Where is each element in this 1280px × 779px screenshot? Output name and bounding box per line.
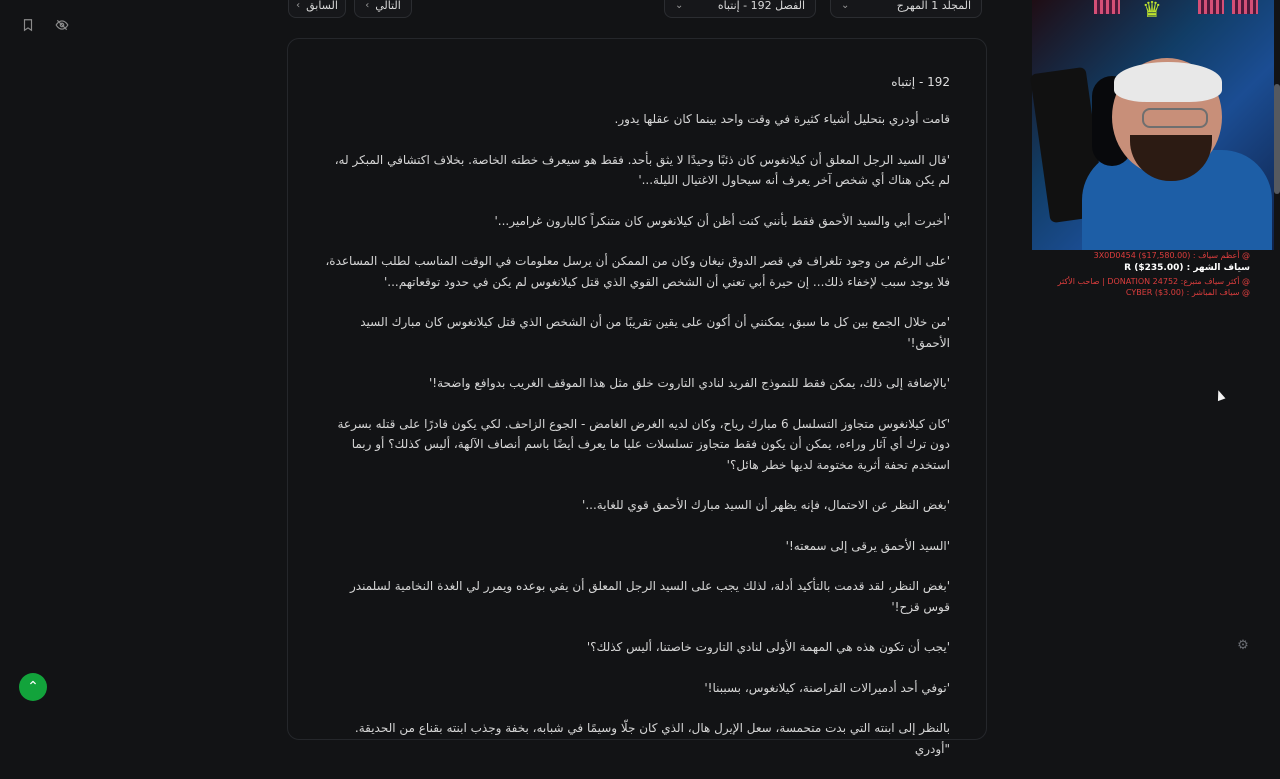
chapter-content <box>324 75 950 779</box>
decor-strip <box>1232 0 1258 14</box>
mouse-cursor-icon <box>1215 389 1226 401</box>
bookmark-button[interactable] <box>15 12 41 38</box>
paragraph: 'بغض النظر عن الاحتمال، فإنه يظهر أن السيد مبارك الأحمق قوي للغاية...' <box>582 498 950 512</box>
chevron-left-icon: ‹ <box>296 0 301 11</box>
chapter-navigation <box>288 0 988 20</box>
crown-logo-icon: ♛ <box>1142 0 1162 23</box>
paragraph: 'بغض النظر، لقد قدمت بالتأكيد أدلة، لذلك يجب على السيد الرجل المعلق أن يفي بوعده ويمرر لي الغدة النخامية لسلمندر قوس قزح!' <box>349 579 950 614</box>
volume-select-value: المجلد 1 المهرج <box>896 0 971 12</box>
eye-off-icon <box>55 18 69 32</box>
paragraph: قامت أودري بتحليل أشياء كثيرة في وقت واحد بينما كان عقلها يدور. <box>614 112 950 126</box>
previous-chapter-button[interactable] <box>288 0 346 18</box>
next-chapter-button[interactable] <box>354 0 412 18</box>
hide-button[interactable] <box>49 12 75 38</box>
month-supporter-line: سياف الشهر : R ($235.00) <box>1124 263 1250 273</box>
overlay-line: @ سياف المباشر : CYBER ($3.00) <box>1125 288 1250 297</box>
chevron-up-icon: ⌃ <box>27 679 39 695</box>
paragraph: بالنظر إلى ابنته التي بدت متحمسة، سعل الإيرل هال، الذي كان جلّا وسيمًا في شبابه، بخفة وجذب ابنته بقناع من الحديقة. "أودري <box>354 721 950 756</box>
chevron-down-icon: ⌄ <box>675 0 684 11</box>
bookmark-icon <box>21 18 35 32</box>
paragraph: 'قال السيد الرجل المعلق أن كيلانغوس كان ذئبًا وحيدًا لا يثق بأحد. فقط هو سيعرف خطته الخاصة. بخلاف اكتشافي المبكر له، لم يكن هناك أي شخص آخر يعرف أنه سيحاول الاغتيال الليلة...' <box>334 152 950 187</box>
paragraph: 'السيد الأحمق يرقى إلى سمعته!' <box>785 538 950 553</box>
paragraph: 'توفي أحد أدميرالات القراصنة، كيلانغوس، بسببنا!' <box>704 680 950 695</box>
decor-strip <box>1094 0 1120 14</box>
page-scrollbar[interactable] <box>1274 84 1280 194</box>
stream-overlay <box>1058 250 1250 298</box>
paragraph: 'من خلال الجمع بين كل ما سبق، يمكنني أن أكون على يقين تقريبًا من أن الشخص الذي قتل كيلانغوس كان مبارك السيد الأحمق!' <box>360 315 950 350</box>
chapter-title: 192 - إنتباه <box>891 75 950 89</box>
top-donor-line: @ أعظم سياف : 3X0D0454 ($17,580.00) <box>1093 251 1250 260</box>
decor-strip <box>1198 0 1224 14</box>
paragraph: 'كان كيلانغوس متجاوز التسلسل 6 مبارك رياح، وكان لديه الغرض الغامض - الجوع الزاحف. لكي يكون قادرًا على قتله بسرعة دون ترك أي آثار وراءه، يمكن أن يكون فقط متجاوز تسلسلات عليا ما يعرف أيضًا باسم أنصاف الآلهة، أليس كذلك؟ أو ربما استخدم تحفة أثرية مختومة لديها خطر هائل؟' <box>337 416 950 472</box>
next-label: التالي <box>375 0 401 12</box>
paragraph: 'أخبرت أبي والسيد الأحمق فقط بأنني كنت أظن أن كيلانغوس كان متنكراً كالبارون غرامير...' <box>494 213 950 228</box>
glasses-shape <box>1142 108 1208 128</box>
cap-shape <box>1114 62 1222 102</box>
previous-label: السابق <box>306 0 338 12</box>
paragraph: 'على الرغم من وجود تلغراف في قصر الدوق نيغان وكان من الممكن أن يرسل معلومات في الوقت المناسب لطلب المساعدة، فلا يوجد سبب لإخفاء ذلك... إن حيرة أبي تعني أن الشخص القوي الذي قتل كيلانغوس لم يكن في حدود توقعاتهم...' <box>325 254 950 289</box>
volume-select[interactable] <box>830 0 982 18</box>
chapter-select[interactable] <box>664 0 816 18</box>
scroll-top-button[interactable] <box>19 673 47 701</box>
streamer-webcam <box>1032 0 1274 250</box>
chevron-left-icon: ‹ <box>365 0 370 11</box>
paragraph: 'بالإضافة إلى ذلك، يمكن فقط للنموذج الفريد لنادي التاروت خلق مثل هذا الموقف الغريب بدوافع واضحة!' <box>428 376 950 390</box>
paragraph: 'يجب أن تكون هذه هي المهمة الأولى لنادي التاروت خاصتنا، أليس كذلك؟' <box>586 640 950 654</box>
chevron-down-icon: ⌄ <box>841 0 850 11</box>
overlay-line: @ أكثر سياف متبرع: DONATION 24752 | صاحب الأكثر <box>1057 277 1250 286</box>
reader-panel <box>287 38 987 756</box>
chapter-select-value: الفصل 192 - إنتباه <box>717 0 805 12</box>
settings-icon[interactable]: ⚙ <box>1237 638 1249 653</box>
